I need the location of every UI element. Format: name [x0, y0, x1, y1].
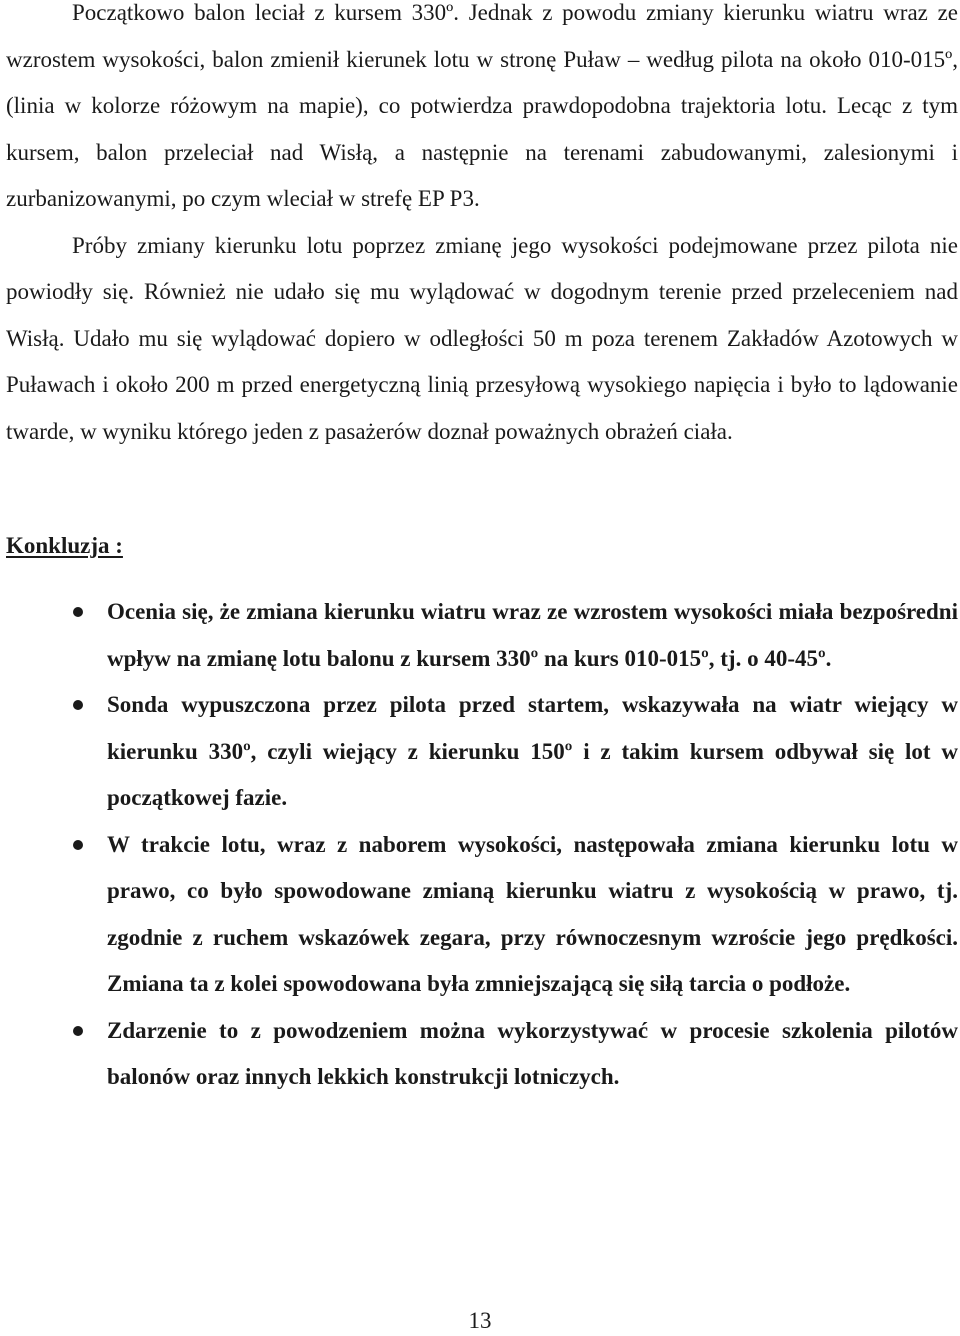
page-number: 13: [468, 1308, 492, 1333]
bullet-icon: [73, 607, 83, 617]
conclusion-list: [6, 589, 958, 1101]
conclusion-item: [6, 822, 958, 1008]
conclusion-item: [6, 1008, 958, 1101]
bullet-icon: [73, 840, 83, 850]
bullet-icon: [73, 700, 83, 710]
conclusion-item-text: Ocenia się, że zmiana kierunku wiatru wraz ze wzrostem wysokości miała bezpośredni wpływ na zmianę lotu balonu z kursem 330º na kurs 010-015º, tj. o 40-45º.: [107, 599, 958, 671]
conclusion-heading: Konkluzja :: [6, 533, 123, 558]
bullet-icon: [73, 1026, 83, 1036]
conclusion-item: [6, 682, 958, 822]
conclusion-item-text: Sonda wypuszczona przez pilota przed startem, wskazywała na wiatr wiejący w kierunku 330º, czyli wiejący z kierunku 150º i z takim kursem odbywał się lot w początkowej fazie.: [107, 692, 958, 810]
body-paragraph: Początkowo balon leciał z kursem 330º. Jednak z powodu zmiany kierunku wiatru wraz ze wzrostem wysokości, balon zmienił kierunek lotu w stronę Puław – według pilota na około 010-015º, (linia w kolorze różowym na mapie), co potwierdza prawdopodobna trajektoria lotu. Lecąc z tym kursem, balon przeleciał nad Wisłą, a następnie na terenami zabudowanymi, zalesionymi i zurbanizowanymi, po czym wleciał w strefę EP P3.: [6, 0, 958, 211]
conclusion-item-text: Zdarzenie to z powodzeniem można wykorzystywać w procesie szkolenia pilotów balonów oraz innych lekkich konstrukcji lotniczych.: [107, 1017, 958, 1089]
conclusion-item: [6, 589, 958, 682]
document-page: [6, 0, 958, 1101]
conclusion-item-text: W trakcie lotu, wraz z naborem wysokości, następowała zmiana kierunku lotu w prawo, co było spowodowane zmianą kierunku wiatru z wysokością w prawo, tj. zgodnie z ruchem wskazówek zegara, przy równoczesnym wzroście jego prędkości. Zmiana ta z kolei spowodowana była zmniejszającą się siłą tarcia o podłoże.: [107, 831, 958, 996]
body-paragraph: Próby zmiany kierunku lotu poprzez zmianę jego wysokości podejmowane przez pilota nie powiodły się. Również nie udało się mu wylądować w dogodnym terenie przed przeleceniem nad Wisłą. Udało mu się wylądować dopiero w odległości 50 m poza terenem Zakładów Azotowych w Puławach i około 200 m przed energetyczną linią przesyłową wysokiego napięcia i było to lądowanie twarde, w wyniku którego jeden z pasażerów doznał poważnych obrażeń ciała.: [6, 232, 958, 444]
